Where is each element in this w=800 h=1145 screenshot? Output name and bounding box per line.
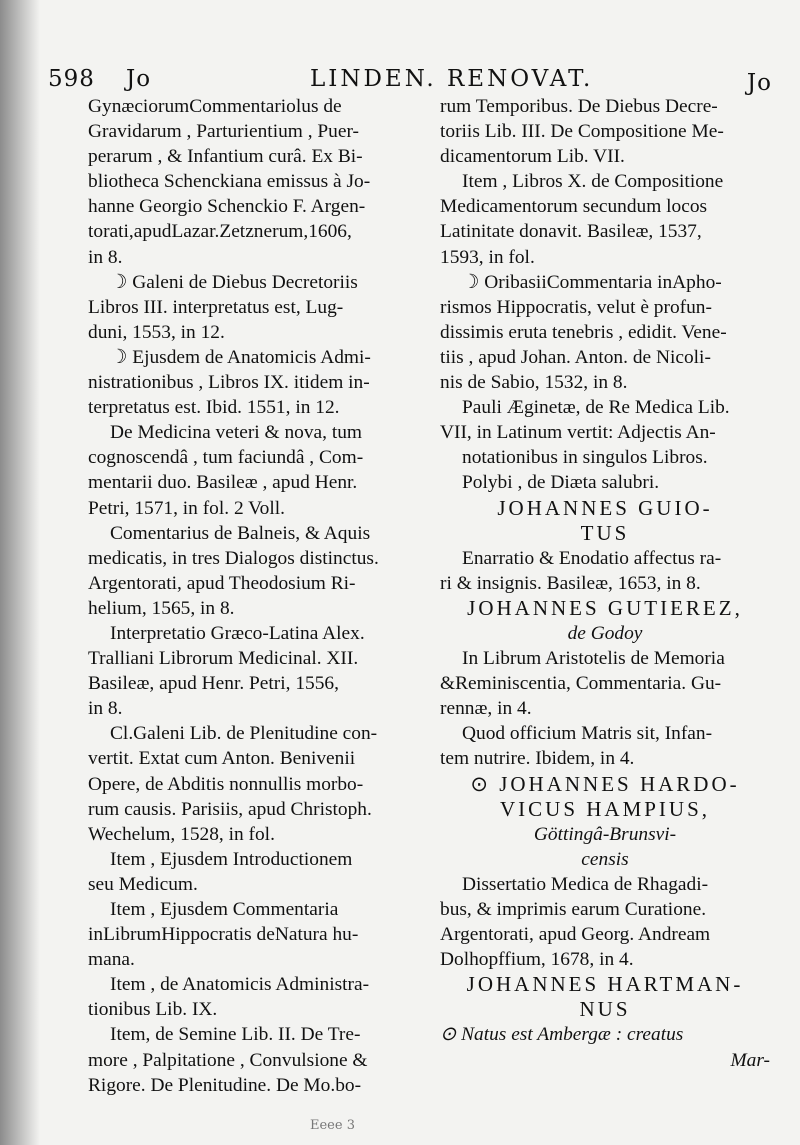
text-line: Petri, 1571, in fol. 2 Voll. (88, 497, 285, 519)
page-number: 598 (48, 66, 95, 92)
text-line: GynæciorumCommentariolus de (88, 96, 342, 117)
text-line: Item , Libros X. de Compositione (462, 171, 724, 193)
text-line: Opere, de Abditis nonnullis morbo- (88, 773, 364, 795)
text-line: de Godoy (567, 622, 643, 644)
text-line: torati,apudLazar.Zetznerum,1606, (88, 221, 352, 243)
author-heading: NUS (579, 997, 631, 1022)
text-line: tem nutrire. Ibidem, in 4. (440, 748, 635, 770)
text-line: &Reminiscentia, Commentaria. Gu- (440, 673, 722, 695)
text-line: Item , Ejusdem Commentaria (110, 899, 339, 920)
text-line: Mar- (730, 1049, 770, 1071)
catchword-right: Jo (746, 70, 772, 96)
text-line: in 8. (88, 246, 123, 268)
text-line: rismos Hippocratis, velut è profun- (440, 296, 712, 318)
text-line: tionibus Lib. IX. (88, 999, 218, 1021)
left-column (88, 94, 424, 1098)
text-line: terpretatus est. Ibid. 1551, in 12. (88, 397, 340, 419)
text-line: Medicamentorum secundum locos (440, 196, 708, 218)
text-line: Quod officium Matris sit, Infan- (462, 723, 713, 745)
author-heading: JOHANNES GUTIEREZ, (467, 595, 743, 620)
text-line: rum causis. Parisiis, apud Christoph. (88, 798, 372, 820)
text-line: Dissertatio Medica de Rhagadi- (462, 873, 709, 895)
text-line: nistrationibus , Libros IX. itidem in- (88, 372, 370, 394)
text-line: Dolhopffium, 1678, in 4. (440, 949, 634, 971)
text-line: Argentorati, apud Theodosium Ri- (88, 572, 356, 594)
text-line: Tralliani Librorum Medicinal. XII. (88, 648, 359, 670)
text-line: ☽ OribasiiCommentaria inApho- (462, 271, 722, 293)
text-line: Polybi , de Diæta salubri. (462, 472, 660, 494)
running-title: LINDEN. RENOVAT. (310, 66, 594, 92)
text-line: Basileæ, apud Henr. Petri, 1556, (88, 673, 339, 695)
text-line: hanne Georgio Schenckio F. Argen- (88, 196, 366, 218)
text-line: Item , de Anatomicis Administra- (110, 974, 370, 996)
text-line: Enarratio & Enodatio affectus ra- (462, 547, 722, 569)
text-line: bliotheca Schenckiana emissus à Jo- (88, 171, 371, 193)
text-line: 1593, in fol. (440, 246, 535, 268)
text-line: Comentarius de Balneis, & Aquis (110, 522, 371, 544)
text-line: notationibus in singulos Libros. (462, 447, 708, 469)
text-line: perarum , & Infantium curâ. Ex Bi- (88, 146, 363, 168)
text-line: vertit. Extat cum Anton. Benivenii (88, 748, 356, 770)
text-line: Cl.Galeni Lib. de Plenitudine con- (110, 723, 378, 745)
author-heading: ⊙ JOHANNES HARDO- (470, 771, 740, 796)
text-line: Interpretatio Græco-Latina Alex. (110, 622, 365, 644)
text-line: In Librum Aristotelis de Memoria (462, 648, 725, 670)
text-line: inLibrumHippocratis deNatura hu- (88, 924, 359, 946)
text-line: Göttingâ-Brunsvi- (533, 823, 677, 845)
text-line: in 8. (88, 698, 123, 720)
text-line: Gravidarum , Parturientium , Puer- (88, 121, 360, 143)
text-line: Latinitate donavit. Basileæ, 1537, (440, 221, 702, 243)
text-line: dicamentorum Lib. VII. (440, 146, 625, 168)
text-line: Libros III. interpretatus est, Lug- (88, 296, 344, 318)
text-line: toriis Lib. III. De Compositione Me- (440, 121, 724, 143)
running-header (48, 58, 772, 98)
text-line: nis de Sabio, 1532, in 8. (440, 372, 628, 394)
text-line: ☽ Galeni de Diebus Decretoriis (110, 271, 358, 293)
catchword-left: Jo (126, 66, 152, 92)
text-line: mentarii duo. Basileæ , apud Henr. (88, 472, 358, 494)
text-line: more , Palpitatione , Convulsione & (88, 1049, 368, 1071)
text-line: bus, & imprimis earum Curatione. (440, 899, 707, 920)
text-line: medicatis, in tres Dialogos distinctus. (88, 547, 379, 569)
signature-mark: Eeee 3 (310, 1118, 355, 1133)
text-line: seu Medicum. (88, 873, 198, 895)
text-line: cognoscendâ , tum faciundâ , Com- (88, 447, 364, 469)
text-line: ri & insignis. Basileæ, 1653, in 8. (440, 572, 701, 594)
text-line: Wechelum, 1528, in fol. (88, 823, 275, 845)
text-line: Pauli Æginetæ, de Re Medica Lib. (462, 397, 730, 419)
text-line: Item, de Semine Lib. II. De Tre- (110, 1024, 361, 1046)
text-line: tiis , apud Johan. Anton. de Nicoli- (440, 346, 711, 368)
text-line: mana. (88, 949, 135, 971)
text-line: De Medicina veteri & nova, tum (110, 422, 363, 444)
text-line: ☽ Ejusdem de Anatomicis Admi- (110, 346, 371, 368)
text-line: ⊙ Natus est Ambergæ : creatus (440, 1024, 684, 1046)
author-heading: JOHANNES GUIO- (497, 495, 713, 520)
text-line: Argentorati, apud Georg. Andream (440, 924, 711, 946)
text-line: Item , Ejusdem Introductionem (110, 848, 353, 870)
text-line: helium, 1565, in 8. (88, 597, 235, 619)
text-line: dissimis eruta tenebris , edidit. Vene- (440, 321, 727, 343)
author-heading: VICUS HAMPIUS, (499, 796, 711, 821)
text-line: duni, 1553, in 12. (88, 321, 225, 343)
author-heading: JOHANNES HARTMAN- (466, 972, 744, 997)
text-line: rennæ, in 4. (440, 698, 532, 720)
text-line: censis (581, 848, 629, 870)
author-heading: TUS (580, 520, 630, 545)
text-line: VII, in Latinum vertit: Adjectis An- (440, 422, 716, 444)
text-line: rum Temporibus. De Diebus Decre- (440, 96, 718, 117)
right-column (440, 94, 770, 1073)
gutter-shadow (0, 0, 40, 1145)
text-line: Rigore. De Plenitudine. De Mo.bo- (88, 1074, 362, 1096)
